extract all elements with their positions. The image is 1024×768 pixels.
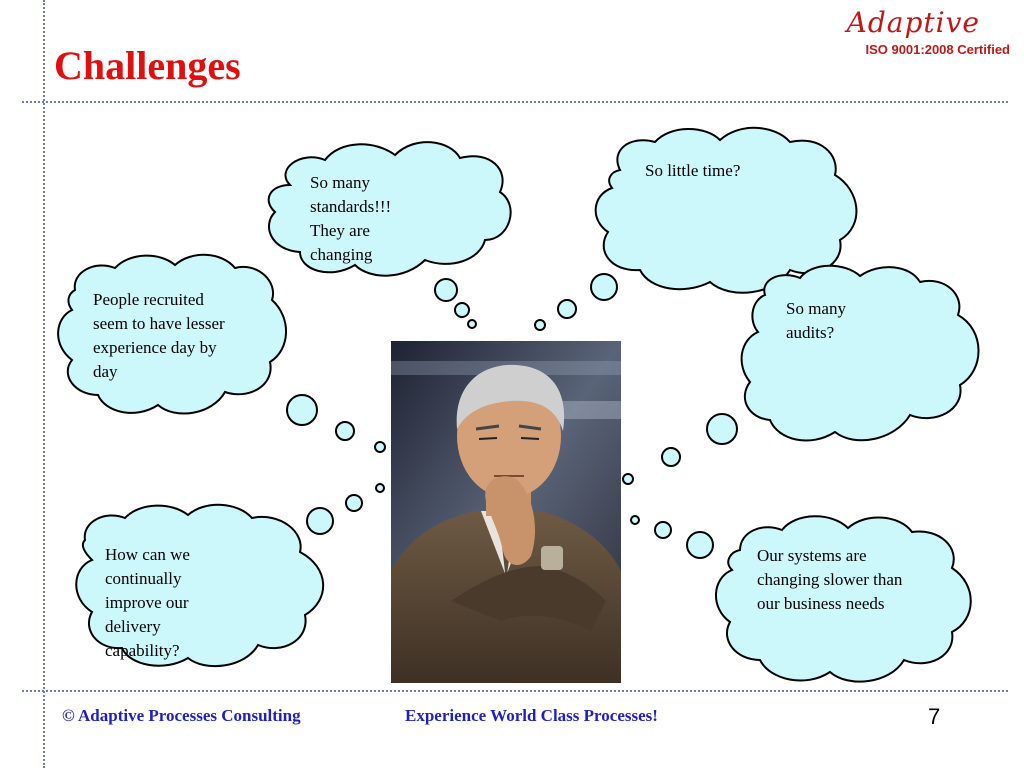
- bubble-text-audits: So many audits?: [786, 299, 846, 342]
- footer-tagline: Experience World Class Processes!: [405, 706, 658, 725]
- bubble-text-time: So little time?: [645, 161, 741, 180]
- bubble-text-standards: So many standards!!! They are changing: [310, 173, 392, 264]
- brand-name: Adaptive: [846, 6, 980, 39]
- thought-trail-people: [287, 395, 385, 452]
- thought-trail-delivery: [307, 484, 384, 534]
- thought-cloud-audits: [742, 266, 979, 441]
- thought-trail-standards: [435, 279, 476, 328]
- bubble-text-delivery: How can we continually improve our delivery capability?: [105, 545, 190, 660]
- thought-trail-systems: [631, 516, 713, 558]
- slide-title: Challenges: [54, 43, 241, 88]
- brand-certification: ISO 9001:2008 Certified: [865, 42, 1010, 57]
- page-number: 7: [928, 704, 941, 729]
- bubble-text-systems: Our systems are changing slower than our business needs: [757, 546, 903, 613]
- thought-trail-audits: [623, 414, 737, 484]
- man-thinking-photo: [391, 341, 621, 683]
- bubble-text-people: People recruited seem to have lesser experience day by day: [93, 290, 225, 381]
- thought-trail-time: [535, 274, 617, 330]
- footer-copyright: © Adaptive Processes Consulting: [62, 706, 301, 725]
